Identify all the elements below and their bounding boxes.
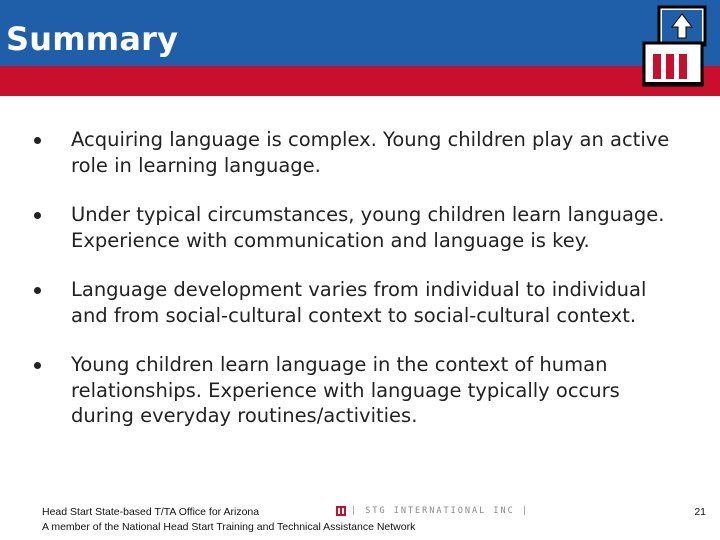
bullet-item <box>34 127 684 178</box>
header-red-stripe <box>0 66 720 96</box>
bullet-text: Language development varies from individual to individual and from social-cultural context to social-cultural context. <box>71 278 647 327</box>
bullet-item <box>34 352 684 429</box>
stg-logo <box>335 503 529 518</box>
bullet-text: Acquiring language is complex. Young children play an active role in learning language. <box>71 128 670 177</box>
footer-network-name: A member of the National Head Start Training and Technical Assistance Network <box>42 521 416 533</box>
stg-logo-mark-icon <box>335 505 347 517</box>
stg-logo-text: | STG INTERNATIONAL INC | <box>351 505 529 516</box>
abc-block-arrow-icon <box>637 2 713 88</box>
bullet-item <box>34 277 684 328</box>
bullet-item <box>34 202 684 253</box>
bullet-dot <box>34 362 41 369</box>
bullet-text: Young children learn language in the context of human relationships. Experience with language typically occurs during everyday routines/activities. <box>71 353 620 427</box>
bullet-dot <box>34 137 41 144</box>
slide-title: Summary <box>6 20 179 58</box>
page-number: 21 <box>694 506 706 518</box>
footer-office-name: Head Start State-based T/TA Office for Arizona <box>42 506 260 518</box>
bullet-text: Under typical circumstances, young children learn language. Experience with communication and language is key. <box>71 203 665 252</box>
summary-bullets <box>34 127 684 453</box>
bullet-dot <box>34 287 41 294</box>
bullet-dot <box>34 212 41 219</box>
